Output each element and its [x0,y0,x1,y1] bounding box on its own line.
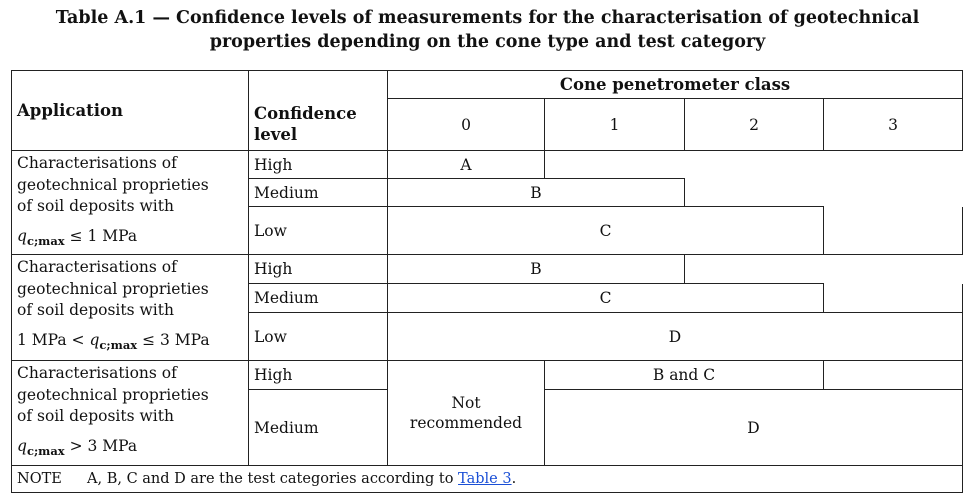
application-header-label: Application [17,100,124,120]
confidence-table [11,70,963,493]
level-cell: Medium [249,179,388,207]
application-condition [17,226,243,253]
category-cell: B and C [545,361,824,390]
level-cell: Medium [249,390,388,466]
application-condition [17,436,243,463]
note-end: . [511,471,517,487]
class-2-header: 2 [685,99,824,151]
q-subscript: c;max [99,337,138,352]
cone-class-header: Cone penetrometer class [388,71,963,99]
application-text: geotechnical proprieties [17,279,209,298]
category-cell: D [388,313,963,361]
empty-cell [545,151,963,179]
application-text: Characterisations of [17,364,177,382]
note-row [12,466,963,493]
class-1-header: 1 [545,99,685,151]
confidence-header-blank [249,71,388,99]
empty-cell [685,179,963,207]
q-symbol: q [17,436,27,455]
q-subscript: c;max [26,443,65,458]
q-symbol: q [17,226,27,245]
table-title-line-2: properties depending on the cone type and test category [209,32,766,52]
class-3-header: 3 [824,99,963,151]
category-cell: A [388,151,545,179]
empty-cell [824,284,963,313]
header-row-1 [12,71,963,99]
note-cell [12,466,963,493]
table-3-link[interactable]: Table 3 [458,471,512,487]
level-cell: Low [249,313,388,361]
application-condition [17,330,243,357]
application-text: of soil deposits with [17,197,174,215]
level-cell: High [249,361,388,390]
application-text: geotechnical proprieties [17,175,209,194]
category-cell: B [388,179,685,207]
application-header [12,71,249,151]
not-recommended-text: recommended [409,414,523,432]
not-recommended-text: Not [451,394,481,412]
note-text: A, B, C and D are the test categories according to [87,471,459,487]
category-cell: C [388,207,824,255]
class-0-header: 0 [388,99,545,151]
condition-text: > 3 MPa [64,436,138,455]
table-row [12,255,963,284]
not-recommended-cell [388,361,545,466]
category-cell: C [388,284,824,313]
application-text: of soil deposits with [17,407,174,425]
level-cell: High [249,255,388,284]
note-label: NOTE [17,471,62,487]
level-cell: Low [249,207,388,255]
application-cell-3 [12,361,249,466]
condition-prefix: 1 MPa < [17,330,90,349]
application-cell-2 [12,255,249,361]
level-cell: Medium [249,284,388,313]
confidence-level-header-line-2: level [254,125,298,145]
table-row [12,151,963,179]
empty-cell [824,207,963,255]
condition-text: ≤ 3 MPa [137,330,210,349]
category-cell: D [545,390,963,466]
application-text: Characterisations of [17,258,177,276]
confidence-level-header [249,99,388,151]
application-text: Characterisations of [17,154,177,172]
application-text: geotechnical proprieties [17,385,209,404]
table-title [0,6,975,54]
level-cell: High [249,151,388,179]
empty-cell [824,361,963,390]
q-symbol: q [89,330,100,349]
application-cell-1 [12,151,249,255]
q-subscript: c;max [26,233,65,248]
table-row [12,361,963,390]
category-cell: B [388,255,685,284]
confidence-level-header-line-1: Confidence [254,104,357,124]
condition-text: ≤ 1 MPa [64,226,138,245]
empty-cell [685,255,963,284]
table-title-line-1: Table A.1 — Confidence levels of measurements for the characterisation of geotechnical [55,8,920,28]
application-text: of soil deposits with [17,301,174,319]
